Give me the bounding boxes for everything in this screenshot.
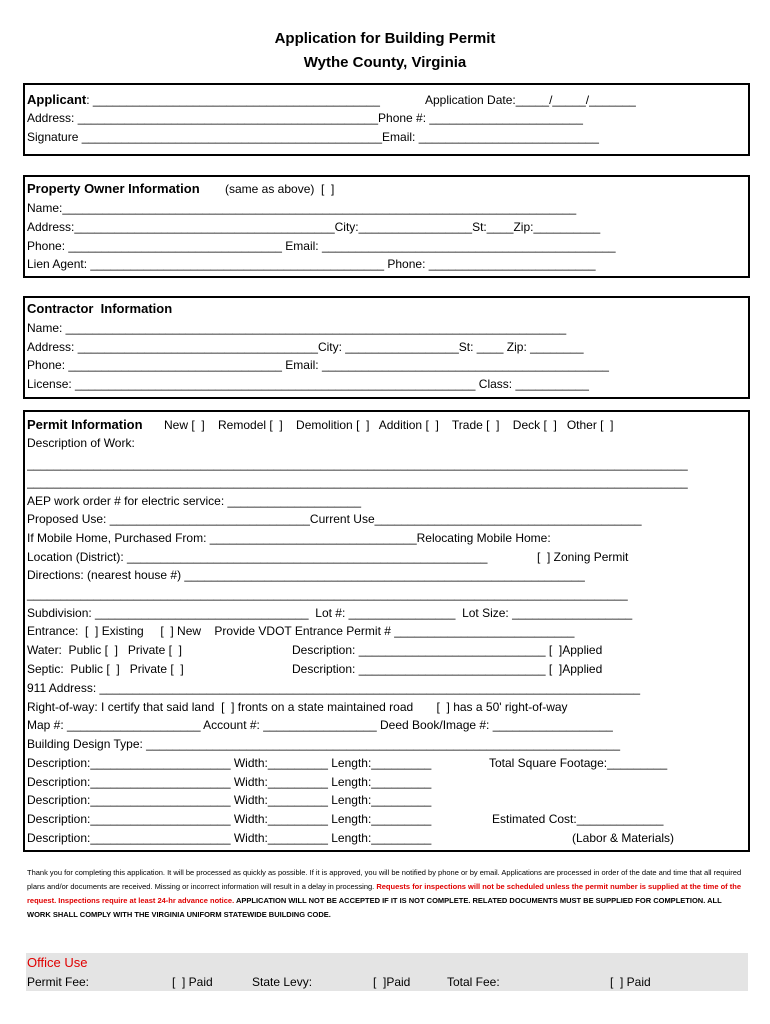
total-fee-paid-checkbox[interactable]: [ ] Paid [610, 975, 651, 989]
dimension-row[interactable]: Description:_____________________ Width:_________ Length:_________ [27, 831, 432, 845]
applicant-field[interactable]: : ___________________________________________ [86, 93, 380, 107]
owner-lien-field[interactable]: Lien Agent: ____________________________________________ Phone: _________________________ [27, 257, 596, 271]
directions-field[interactable]: Directions: (nearest house #) ____________________________________________________________ [27, 568, 585, 582]
state-levy-paid-checkbox[interactable]: [ ]Paid [373, 975, 411, 989]
owner-heading: Property Owner Information [27, 181, 200, 196]
contractor-address-field[interactable]: Address: ____________________________________City: _________________St: ____ Zip: ________ [27, 340, 584, 354]
permit-heading: Permit Information [27, 417, 143, 432]
owner-address-field[interactable]: Address:_______________________________________City:_________________St:____Zip:__________ [27, 220, 601, 234]
contractor-name-field[interactable]: Name: ___________________________________________________________________________ [27, 321, 567, 335]
septic-description-field[interactable]: Description: ____________________________ [ ]Applied [292, 662, 603, 676]
septic-field[interactable]: Septic: Public [ ] Private [ ] [27, 662, 184, 676]
right-of-way-field[interactable]: Right-of-way: I certify that said land [ ] fronts on a state maintained road [ ] has a 50' right-of-way [27, 700, 568, 714]
application-date-field[interactable]: Application Date:_____/_____/_______ [425, 93, 636, 107]
zoning-permit-checkbox[interactable]: [ ] Zoning Permit [537, 550, 629, 564]
labor-materials-note: (Labor & Materials) [572, 831, 675, 845]
applicant-line [27, 92, 380, 108]
address-911-field[interactable]: 911 Address: _________________________________________________________________________________ [27, 681, 641, 695]
contractor-phone-field[interactable]: Phone: ________________________________ Email: ___________________________________________ [27, 358, 609, 372]
permit-type-checkboxes[interactable]: New [ ] Remodel [ ] Demolition [ ] Addition [ ] Trade [ ] Deck [ ] Other [ ] [164, 418, 614, 432]
contractor-heading: Contractor Information [27, 301, 173, 316]
total-fee-label: Total Fee: [447, 975, 500, 989]
owner-same-checkbox[interactable]: (same as above) [ ] [225, 182, 335, 196]
applicant-heading: Applicant [27, 92, 87, 107]
total-square-footage-field[interactable]: Total Square Footage:_________ [489, 756, 668, 770]
water-description-field[interactable]: Description: ____________________________ [ ]Applied [292, 643, 603, 657]
notice-acceptance: APPLICATION WILL NOT BE ACCEPTED IF IT IS NOT COMPLETE. RELATED DOCUMENTS MUST BE SUPPLIED FOR COMPLETION. ALL WORK SHALL COMPLY WITH THE VIRGINIA UNIFORM STATEWIDE BUILDING CODE. [27, 896, 722, 919]
permit-fee-label: Permit Fee: [27, 975, 90, 989]
dimension-row[interactable]: Description:_____________________ Width:_________ Length:_________ [27, 756, 432, 770]
water-field[interactable]: Water: Public [ ] Private [ ] [27, 643, 182, 657]
office-use-heading: Office Use [27, 955, 88, 970]
aep-field[interactable]: AEP work order # for electric service: ____________________ [27, 494, 361, 508]
map-account-field[interactable]: Map #: ____________________ Account #: _________________ Deed Book/Image #: __________________ [27, 718, 613, 732]
dimension-row[interactable]: Description:_____________________ Width:_________ Length:_________ [27, 793, 432, 807]
form-title: Application for Building Permit [274, 30, 496, 47]
notice-normal: Thank you for completing this application. It will be processed as quickly as possible. If it is approved, you will be notified by phone or by email. Applications are processed in order of the date and time that all required plans and/or documents are received. Missing or incorrect information will result in a delay in processing. [27, 868, 742, 891]
location-field[interactable]: Location (District): ______________________________________________________ [27, 550, 488, 564]
permit-fee-paid-checkbox[interactable]: [ ] Paid [172, 975, 213, 989]
applicant-address-field[interactable]: Address: _____________________________________________Phone #: _______________________ [27, 111, 583, 125]
owner-phone-field[interactable]: Phone: ________________________________ Email: ____________________________________________ [27, 239, 616, 253]
dimension-row[interactable]: Description:_____________________ Width:_________ Length:_________ [27, 775, 432, 789]
estimated-cost-field[interactable]: Estimated Cost:_____________ [492, 812, 664, 826]
notice-text [27, 866, 745, 922]
owner-name-field[interactable]: Name:_____________________________________________________________________________ [27, 201, 577, 215]
proposed-use-field[interactable]: Proposed Use: ______________________________Current Use________________________________________ [27, 512, 642, 526]
subdivision-field[interactable]: Subdivision: ________________________________ Lot #: ________________ Lot Size: __________________ [27, 606, 633, 620]
mobile-home-field[interactable]: If Mobile Home, Purchased From: _______________________________Relocating Mobile Home: [27, 531, 551, 545]
entrance-field[interactable]: Entrance: [ ] Existing [ ] New Provide VDOT Entrance Permit # ___________________________ [27, 624, 575, 638]
applicant-signature-field[interactable]: Signature _____________________________________________Email: ___________________________ [27, 130, 599, 144]
contractor-license-field[interactable]: License: ____________________________________________________________ Class: ___________ [27, 377, 589, 391]
dimension-row[interactable]: Description:_____________________ Width:_________ Length:_________ [27, 812, 432, 826]
building-design-field[interactable]: Building Design Type: _______________________________________________________________________ [27, 737, 621, 751]
form-subtitle: Wythe County, Virginia [303, 54, 467, 71]
work-description-line-2[interactable]: ___________________________________________________________________________________________________ [27, 475, 688, 489]
work-description-label: Description of Work: [27, 436, 135, 450]
notice-inspections: Requests for inspections will not be scheduled unless the permit number is supplied at the time of the request. Inspections require at least 24-hr advance notice. [27, 882, 741, 905]
directions-line[interactable]: __________________________________________________________________________________________ [27, 587, 628, 601]
work-description-line-1[interactable]: ___________________________________________________________________________________________________ [27, 457, 688, 471]
state-levy-label: State Levy: [252, 975, 313, 989]
